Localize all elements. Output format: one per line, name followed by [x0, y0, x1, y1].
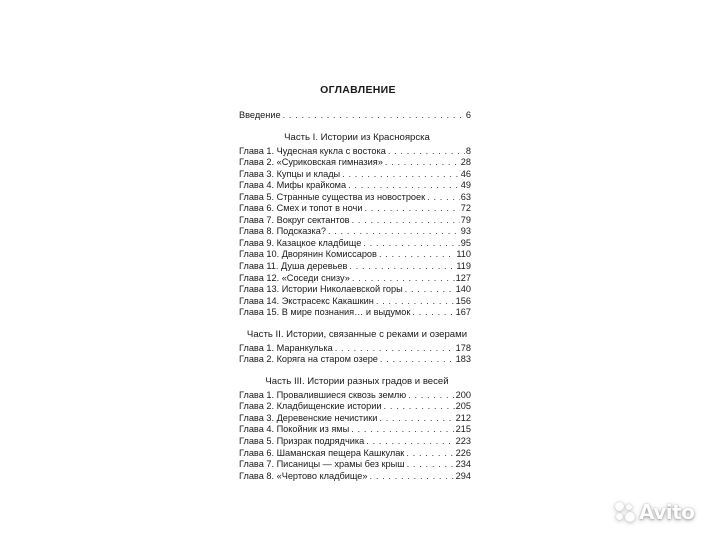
dot-leader — [363, 238, 459, 249]
dot-leader — [366, 436, 454, 447]
entry-page: 156 — [455, 295, 471, 306]
entry-label: Глава 2. Кладбищенские истории — [239, 401, 382, 412]
entry-label: Глава 1. Чудесная кукла с востока — [239, 145, 386, 156]
entry-label: Глава 8. Подсказка? — [239, 226, 326, 237]
entry-page: 178 — [455, 342, 471, 353]
dot-leader — [364, 203, 459, 214]
toc-entry — [239, 448, 471, 460]
entry-page: 212 — [455, 412, 471, 423]
toc-entry — [239, 471, 471, 483]
entry-label: Глава 3. Купцы и клады — [239, 168, 341, 179]
dot-leader — [380, 354, 455, 365]
dot-leader — [379, 413, 454, 424]
entry-label: Глава 6. Шаманская пещера Кашкулак — [239, 447, 405, 458]
entry-page: 72 — [460, 203, 471, 214]
entry-page: 28 — [460, 157, 471, 168]
toc-entry — [239, 157, 471, 169]
dot-leader — [335, 343, 455, 354]
entry-page: 200 — [455, 389, 471, 400]
entry-page: 223 — [455, 436, 471, 447]
dot-leader — [283, 110, 465, 121]
part-heading: Часть II. Истории, связанные с реками и озерами — [246, 328, 468, 340]
entry-page: 110 — [456, 249, 471, 260]
entry-page: 8 — [465, 145, 471, 156]
toc-entry — [239, 284, 471, 296]
part-heading: Часть III. Истории разных градов и весей — [265, 375, 449, 387]
table-of-contents — [239, 85, 471, 482]
dot-leader — [348, 180, 460, 191]
entry-label: Глава 6. Смех и топот в ночи — [239, 203, 363, 214]
entry-label: Глава 3. Деревенские нечистики — [239, 412, 378, 423]
dot-leader — [427, 192, 460, 203]
entry-label: Глава 14. Экстрасекс Какашкин — [239, 295, 374, 306]
dot-leader — [406, 448, 454, 459]
toc-entry — [239, 146, 471, 158]
entry-label: Глава 15. В мире познания… и выдумок — [239, 307, 411, 318]
watermark-text: Avito — [639, 500, 695, 524]
entry-label: Глава 13. Истории Николаевской горы — [239, 284, 403, 295]
part-heading: Часть I. Истории из Красноярска — [284, 131, 430, 143]
entry-label: Глава 8. «Чертово кладбище» — [239, 470, 368, 481]
toc-entry — [239, 413, 471, 425]
entry-page: 234 — [455, 459, 471, 470]
avito-watermark — [614, 500, 694, 524]
entry-page: 183 — [455, 354, 471, 365]
dot-leader — [376, 296, 455, 307]
toc-entry — [239, 459, 471, 471]
entry-label: Глава 4. Покойник из ямы — [239, 424, 350, 435]
entry-page: 205 — [455, 401, 471, 412]
toc-entry — [239, 273, 471, 285]
entry-page: 6 — [465, 110, 471, 120]
entry-label: Глава 5. Странные существа из новостроек — [239, 191, 426, 202]
toc-entry — [239, 354, 471, 366]
entry-label: Глава 1. Провалившиеся сквозь землю — [239, 389, 407, 400]
toc-entry — [239, 238, 471, 250]
dot-leader — [385, 157, 460, 168]
dot-leader — [412, 307, 454, 318]
toc-entry — [239, 192, 471, 204]
entry-label: Введение — [239, 110, 281, 120]
entry-label: Глава 2. Коряга на старом озере — [239, 354, 378, 365]
toc-entry — [239, 436, 471, 448]
dot-leader — [349, 261, 455, 272]
dot-leader — [388, 146, 465, 157]
toc-title: ОГЛАВЛЕНИЕ — [320, 84, 396, 96]
entry-page: 46 — [460, 168, 471, 179]
dot-leader — [328, 226, 460, 237]
dot-leader — [405, 284, 455, 295]
entry-label: Глава 7. Писаницы — храмы без крыш — [239, 459, 405, 470]
dot-leader — [408, 390, 455, 401]
toc-entry — [239, 424, 471, 436]
dot-leader — [370, 471, 455, 482]
toc-entry-intro — [239, 110, 471, 122]
entry-label: Глава 12. «Соседи снизу» — [239, 272, 350, 283]
entry-page: 93 — [460, 226, 471, 237]
dot-leader — [342, 169, 460, 180]
entry-page: 127 — [455, 272, 471, 283]
toc-entry — [239, 261, 471, 273]
entry-page: 79 — [460, 214, 471, 225]
entry-page: 119 — [456, 261, 471, 272]
entry-page: 226 — [455, 447, 471, 458]
entry-label: Глава 9. Казацкое кладбище — [239, 237, 362, 248]
entry-page: 294 — [455, 470, 471, 481]
dot-leader — [351, 424, 454, 435]
toc-entry — [239, 343, 471, 355]
entry-label: Глава 11. Душа деревьев — [239, 261, 348, 272]
dot-leader — [407, 459, 455, 470]
entry-label: Глава 4. Мифы крайкома — [239, 180, 347, 191]
entry-label: Глава 10. Дворянин Комиссаров — [239, 249, 377, 260]
entry-page: 215 — [455, 424, 471, 435]
entry-page: 140 — [455, 284, 471, 295]
toc-entry — [239, 215, 471, 227]
toc-entry — [239, 390, 471, 402]
toc-entry — [239, 203, 471, 215]
dot-leader — [352, 273, 455, 284]
toc-entry — [239, 296, 471, 308]
entry-label: Глава 1. Маранкулька — [239, 342, 333, 353]
dot-leader — [379, 249, 455, 260]
toc-entry — [239, 169, 471, 181]
toc-entry — [239, 226, 471, 238]
entry-page: 63 — [460, 191, 471, 202]
entry-page: 49 — [460, 180, 471, 191]
entry-label: Глава 2. «Суриковская гимназия» — [239, 157, 383, 168]
toc-entry — [239, 180, 471, 192]
dot-leader — [352, 215, 460, 226]
toc-entry — [239, 307, 471, 319]
toc-entry — [239, 249, 471, 261]
entry-label: Глава 7. Вокруг сектантов — [239, 214, 350, 225]
toc-entry — [239, 401, 471, 413]
dot-leader — [384, 401, 455, 412]
entry-page: 95 — [460, 237, 471, 248]
avito-dots-logo-icon — [614, 501, 636, 523]
entry-label: Глава 5. Призрак подрядчика — [239, 436, 365, 447]
entry-page: 167 — [455, 307, 471, 318]
